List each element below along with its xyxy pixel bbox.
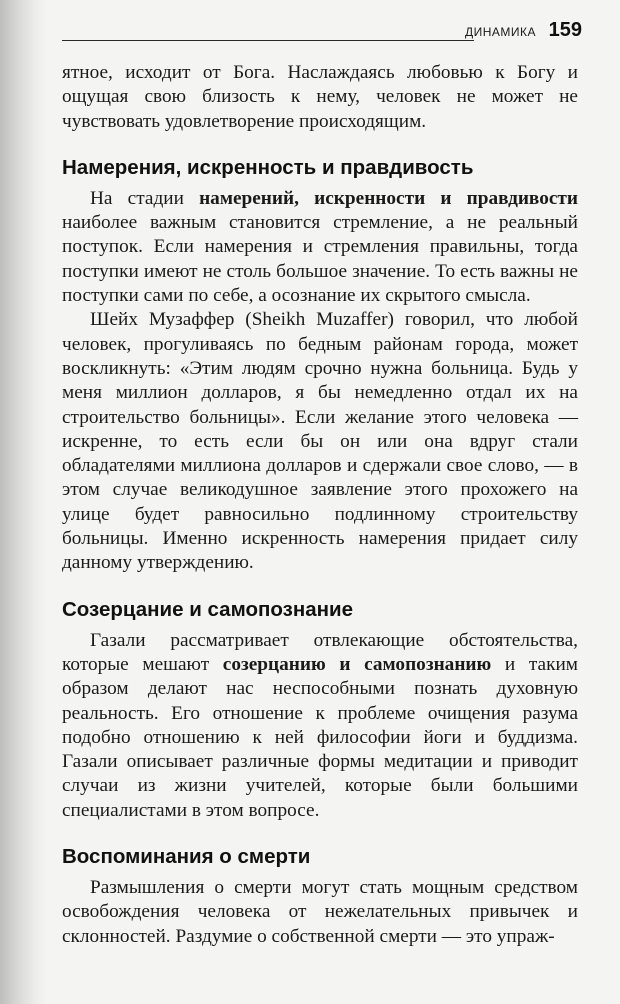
running-head: ДИНАМИКА: [464, 25, 536, 39]
page-header: [62, 18, 582, 46]
header-rule: [62, 40, 474, 41]
paragraph-intentions-1: [62, 187, 578, 308]
paragraph-contemplation: [62, 629, 578, 823]
continued-paragraph: ятное, исходит от Бога. Наслаждаясь любовью к Богу и ощущая свою близость к нему, человек не может не чувствовать удовлетворение происходящим.: [62, 62, 578, 132]
section-heading-death: Воспоминания о смерти: [62, 845, 311, 869]
paragraph-death: Размышления о смерти могут стать мощным средством освобождения человека от нежелательных привычек и склонностей. Раздумие о собственной смерти — это упраж-: [62, 877, 578, 947]
bold-term: созерцанию и самопознанию: [222, 653, 492, 675]
paragraph-intentions-2: Шейх Музаффер (Sheikh Muzaffer) говорил, что любой человек, прогуливаясь по бедным районам города, может воскликнуть: «Этим людям срочно нужна больница. Будь у меня миллион долларов, я бы немедленно отдал их на строительство больницы». Если желание этого человека — искренне, то есть если бы он или она вдруг стали обладателями миллиона долларов и сдержали свое слово, — в этом случае великодушное заявление этого прохожего на улице будет равносильно подлинному строительству больницы. Именно искренность намерения придает силу данному утверждению.: [62, 309, 578, 574]
page-number: 159: [548, 19, 582, 41]
page-body: [62, 61, 578, 949]
paragraph-text: На стадии: [90, 187, 200, 209]
paragraph-text: Газали рассматривает отвлекающие обстоятельства, которые мешают: [62, 629, 578, 675]
paragraph-text: и таким образом делают нас неспособными познать духовную реальность. Его отношение к проблеме очищения разума подобно отношению к ней философии йоги и буддизма. Газали описывает различные формы медитации и приводит случаи из жизни учителей, которые были большими специалистами в этом вопросе.: [62, 653, 578, 821]
scan-binding-shadow: [0, 0, 46, 1004]
section-heading-intentions: Намерения, искренность и правдивость: [62, 155, 474, 179]
paragraph-text: наиболее важным становится стремление, а не реальный поступок. Если намерения и стремления правильны, тогда поступки имеют не столь большое значение. То есть важны не поступки сами по себе, а осознание их скрытого смысла.: [62, 212, 578, 307]
section-heading-contemplation: Созерцание и самопознание: [62, 597, 353, 621]
bold-term: намерений, искренности и правдивости: [199, 187, 578, 209]
